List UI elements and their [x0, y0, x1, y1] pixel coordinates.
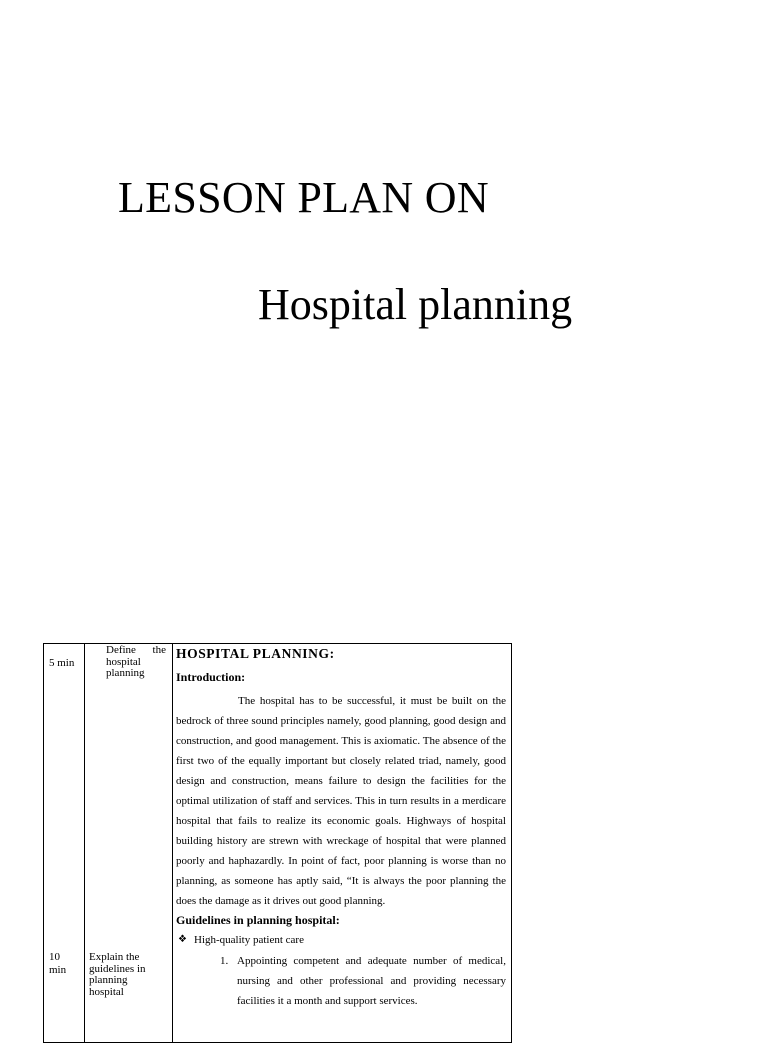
document-title: LESSON PLAN ON: [118, 173, 489, 222]
document-subtitle: Hospital planning: [258, 280, 573, 329]
guidelines-heading: Guidelines in planning hospital:: [176, 913, 340, 927]
column-divider: [172, 644, 173, 1042]
time-cell: 5 min: [49, 657, 75, 669]
numbered-item: [176, 951, 506, 1011]
section-heading: HOSPITAL PLANNING:: [176, 646, 335, 661]
introduction-paragraph: [176, 691, 506, 911]
objective-cell: Explain the guidelines in planning hospital: [89, 951, 146, 998]
diamond-bullet-icon: ❖: [178, 934, 187, 945]
introduction-heading: Introduction:: [176, 670, 246, 684]
time-cell: 10 min: [49, 951, 67, 976]
item-number: 1.: [220, 955, 229, 967]
item-text: Appointing competent and adequate number of medical, nursing and other professional and providing necessary facilities it a month and support services.: [237, 955, 506, 1007]
introduction-text: The hospital has to be successful, it must be built on the bedrock of three sound principles namely, good planning, good design and construction, and good management. This is axiomatic. The absence of the first two of the equally important but closely related triad, namely, good design and construction, means failure to design the facilities for the optimal utilization of staff and services. This in turn results in a merdicare hospital that fails to realize its economic goals. Highways of hospital building history are strewn with wreckage of hospital that were planned poorly and haphazardly. In point of fact, poor planning is worse than no planning, as someone has aptly said, “It is always the poor planning the does the damage as it drives out good planning.: [176, 695, 506, 907]
objective-cell: Define the hospital planning: [106, 644, 166, 679]
lesson-plan-table: [43, 643, 512, 1043]
content-cell: [176, 644, 506, 1011]
bullet-item: [176, 932, 506, 948]
bullet-text: High-quality patient care: [194, 934, 304, 946]
column-divider: [84, 644, 85, 1042]
